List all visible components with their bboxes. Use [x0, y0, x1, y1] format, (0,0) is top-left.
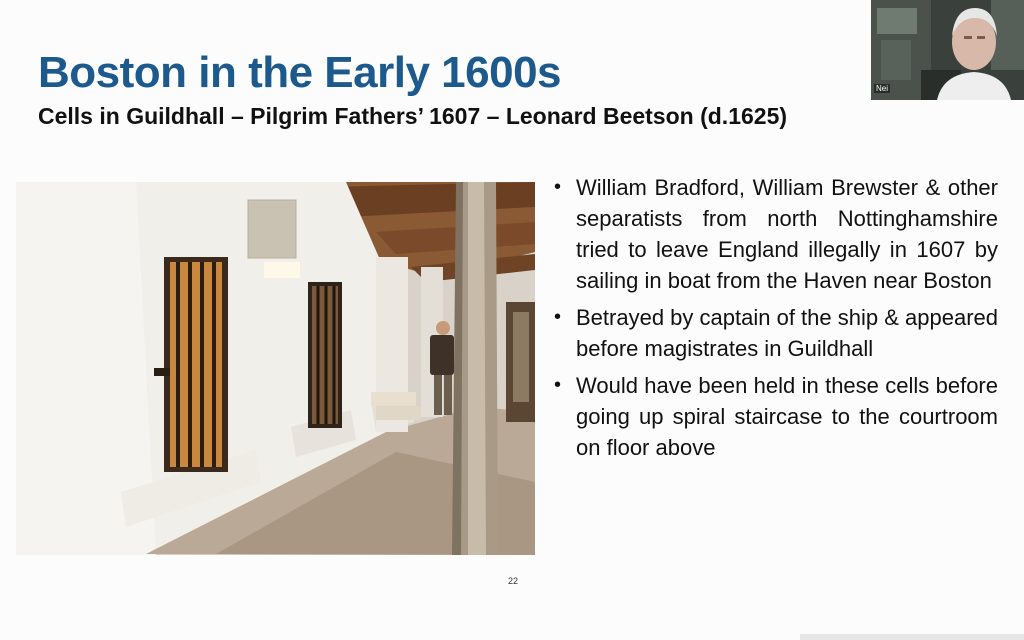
bullet-item: [550, 302, 998, 364]
guildhall-cells-photo: [16, 182, 535, 555]
slide-subtitle: Cells in Guildhall – Pilgrim Fathers’ 1607 – Leonard Beetson (d.1625): [38, 103, 788, 129]
bullet-item: [550, 370, 998, 463]
slide-title: Boston in the Early 1600s: [38, 48, 562, 97]
bullet-glyph: •: [554, 374, 562, 396]
bottom-toolbar-strip: [800, 634, 1024, 640]
bullet-text: Betrayed by captain of the ship & appeared before magistrates in Guildhall: [576, 305, 998, 361]
participant-name-label: Nei: [876, 84, 889, 93]
bullet-item: [550, 172, 998, 296]
bullet-glyph: •: [554, 306, 562, 328]
slide-page-number: 22: [508, 576, 519, 586]
webcam-thumbnail[interactable]: [871, 0, 1024, 100]
bullet-glyph: •: [554, 176, 562, 198]
webcam-video: [871, 0, 1024, 100]
bullet-text: William Bradford, William Brewster & other separatists from north Nottinghamshire tried to leave England illegally in 1607 by sailing in boat from the Haven near Boston: [576, 175, 998, 293]
bullet-list: [550, 172, 998, 469]
bullet-text: Would have been held in these cells before going up spiral staircase to the courtroom on floor above: [576, 373, 998, 460]
